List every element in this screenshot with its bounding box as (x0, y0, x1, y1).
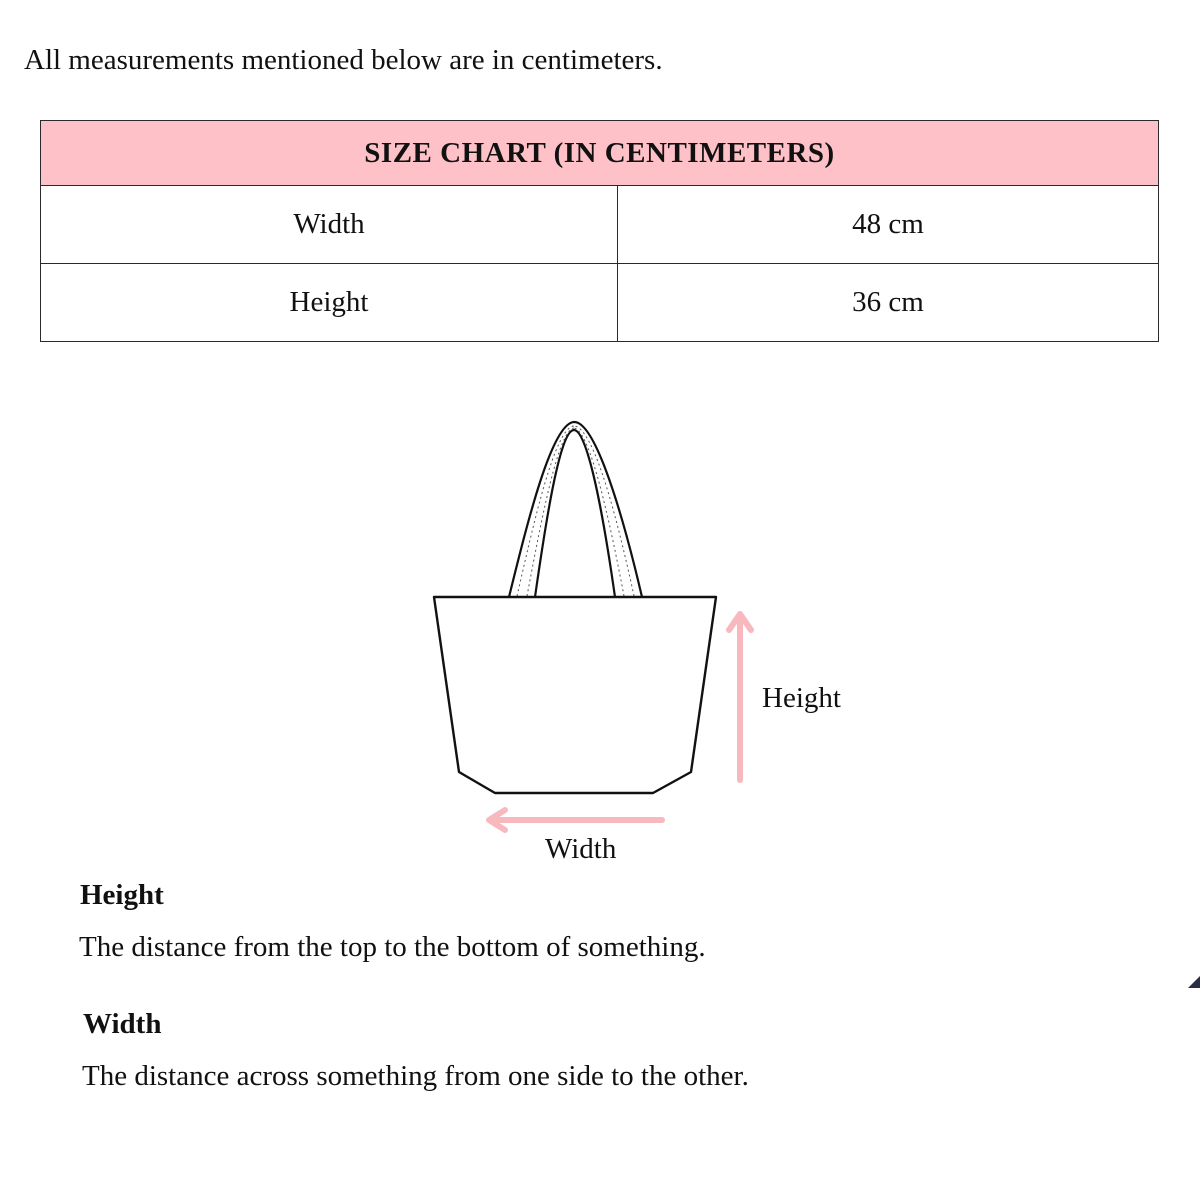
table-row (41, 264, 1159, 342)
corner-triangle-mark (1188, 976, 1200, 988)
bag-handle (509, 422, 642, 597)
table-row (41, 186, 1159, 264)
diagram-height-label: Height (762, 682, 841, 714)
size-chart-title: SIZE CHART (IN CENTIMETERS) (41, 121, 1159, 186)
tote-bag-diagram (400, 400, 880, 880)
diagram-width-label: Width (545, 833, 617, 865)
size-label-height: Height (41, 264, 618, 342)
bag-body (434, 597, 716, 793)
definition-text-height: The distance from the top to the bottom of something. (79, 931, 706, 963)
definition-text-width: The distance across something from one side to the other. (82, 1060, 749, 1092)
definition-term-width: Width (83, 1008, 162, 1040)
height-arrow (729, 614, 751, 780)
size-value-width: 48 cm (618, 186, 1159, 264)
handle-stitching (517, 426, 634, 596)
definition-term-height: Height (80, 879, 164, 911)
intro-text: All measurements mentioned below are in centimeters. (24, 44, 663, 76)
size-chart-header-row (41, 121, 1159, 186)
size-label-width: Width (41, 186, 618, 264)
size-value-height: 36 cm (618, 264, 1159, 342)
width-arrow (489, 810, 662, 830)
size-chart-table (40, 120, 1159, 342)
